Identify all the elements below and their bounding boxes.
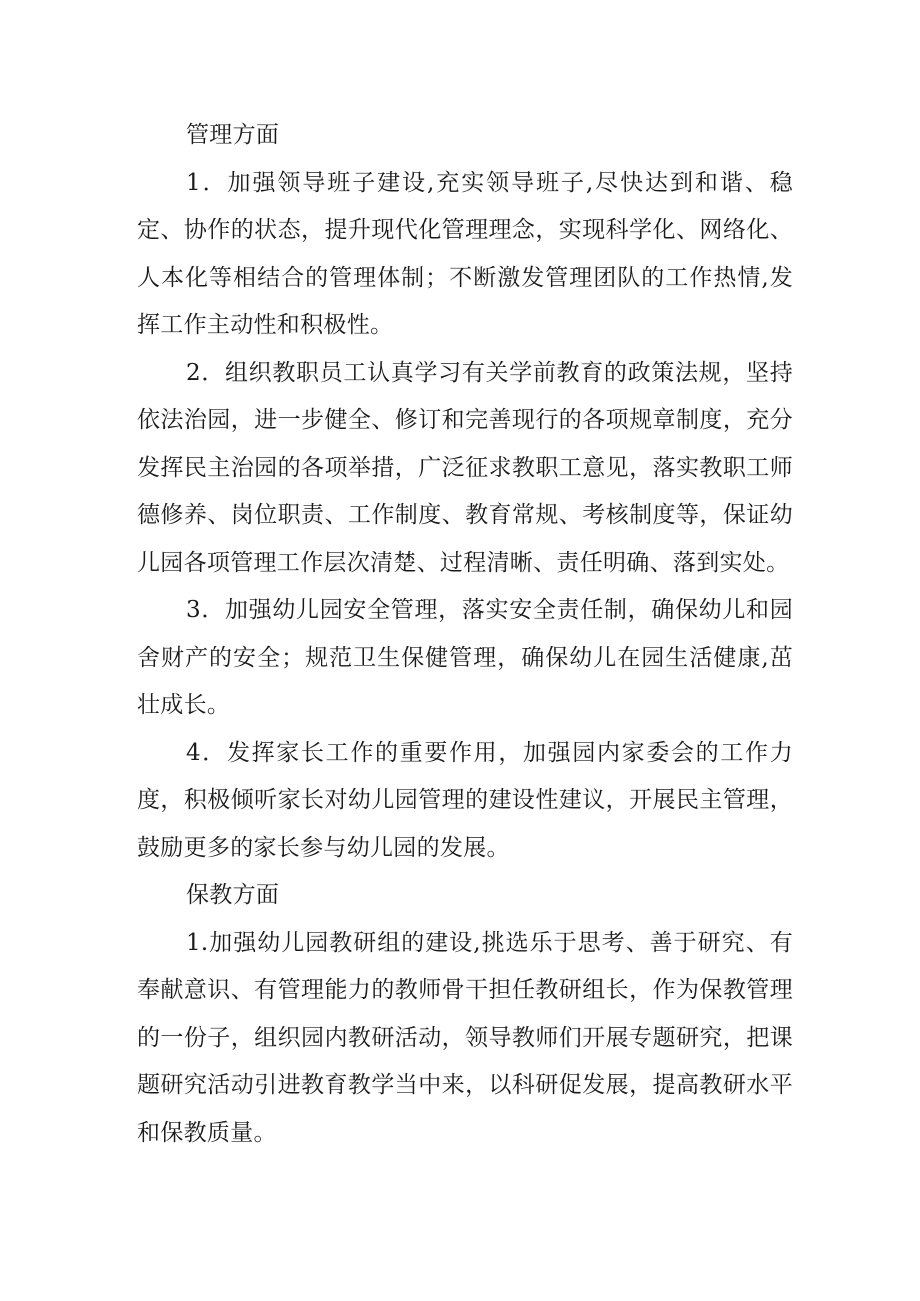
education-paragraph-1: 1.加强幼儿园教研组的建设,挑选乐于思考、善于研究、有奉献意识、有管理能力的教师骨干担任教研组长，作为保教管理的一份子，组织园内教研活动，领导教师们开展专题研究，把课题研究活动引进教育教学当中来，以科研促发展，提高教研水平和保教质量。 [137, 929, 793, 1146]
management-paragraph-3: 3．加强幼儿园安全管理，落实安全责任制，确保幼儿和园舍财产的安全；规范卫生保健管理，确保幼儿在园生活健康,茁壮成长。 [137, 597, 793, 718]
section-heading-management: 管理方面 [186, 122, 280, 148]
management-paragraph-1: 1．加强领导班子建设,充实领导班子,尽快达到和谐、稳定、协作的状态，提升现代化管理理念，实现科学化、网络化、人本化等相结合的管理体制；不断激发管理团队的工作热情,发挥工作主动性和积极性。 [137, 169, 793, 338]
management-paragraph-4: 4．发挥家长工作的重要作用，加强园内家委会的工作力度，积极倾听家长对幼儿园管理的建设性建议，开展民主管理，鼓励更多的家长参与幼儿园的发展。 [137, 739, 793, 861]
management-paragraph-2: 2．组织教职员工认真学习有关学前教育的政策法规，坚持依法治园，进一步健全、修订和完善现行的各项规章制度，充分发挥民主治园的各项举措，广泛征求教职工意见，落实教职工师德修养、岗位职责、工作制度、教育常规、考核制度等，保证幼儿园各项管理工作层次清楚、过程清晰、责任明确、落到实处。 [137, 359, 793, 576]
section-heading-education: 保教方面 [186, 882, 280, 908]
document-body [137, 112, 793, 1157]
